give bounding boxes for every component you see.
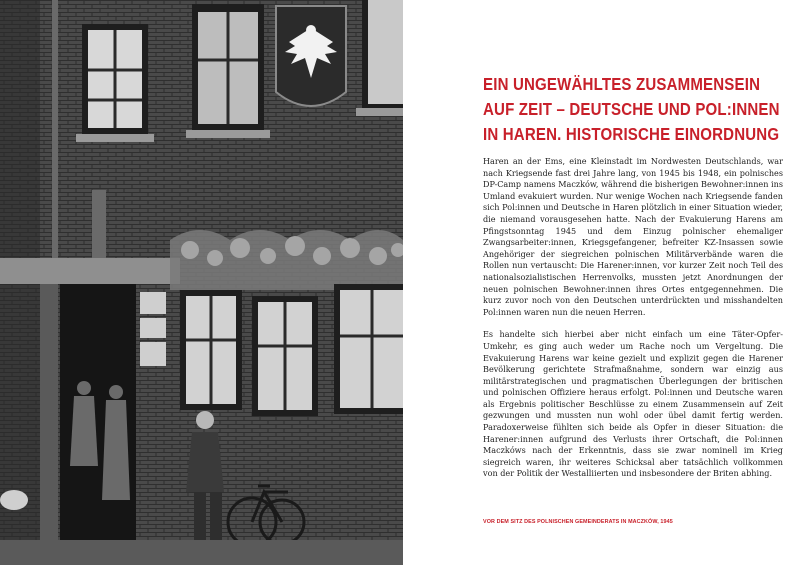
lower-window-1 xyxy=(180,290,242,410)
body-text xyxy=(483,156,783,491)
lower-window-3 xyxy=(334,284,403,414)
page-title xyxy=(483,72,780,147)
title-line-1: EIN UNGEWÄHLTES ZUSAMMENSEIN xyxy=(483,74,761,94)
upper-window-middle xyxy=(186,4,270,138)
paragraph-1: Haren an der Ems, eine Kleinstadt im Nordwesten Deutschlands, war nach Kriegsende fast drei Jahre lang, von 1945 bis 1948, ein polnisches DP-Camp namens Maczków, während die bisherigen Bewohner:innen ins Umland evakuiert wurden. Nur wenige Wochen nach Kriegsende fanden sich Pol:innen und Deutsche in Haren plötzlich in einer Situation wieder, die niemand vorausgesehen hatte. Nach der Evakuierung Harens am Pfingstsonntag 1945 und dem Einzug polnischer ehemaliger Zwangsarbeiter:innen, Kriegsgefangener, befreiter KZ-Insassen sowie Angehöriger der siegreichen polnischen Militärverbände waren die Rollen nun vertauscht: Die Harener:innen, vor kurzer Zeit noch Teil des nationalsozialistischen Herrenvolks, mussten jetzt Anordnungen der neuen polnischen Bewohner:innen ihres Ortes entgegennehmen. Die kurz zuvor noch von den Deutschen unterdrückten und misshandelten Pol:innen waren nun die neuen Herren. xyxy=(483,156,783,317)
eagle-shield-icon xyxy=(276,6,346,106)
upper-window-right xyxy=(356,0,403,116)
paragraph-2: Es handelte sich hierbei aber nicht einfach um eine Täter-Opfer-Umkehr, es ging auch weder um Rache noch um Vergeltung. Die Evakuierung Harens war keine gezielt und explizit gegen die Harener Bevölkerung gerichtete Strafmaßnahme, sondern war einzig aus militärstrategischen und pragmatischen Überlegungen der britischen und polnischen Offiziere heraus erfolgt. Pol:innen und Deutsche waren als Ergebnis politischer Beschlüsse zu einem Zusammensein auf Zeit gezwungen und mussten nun wohl oder übel damit fertig werden. Paradoxerweise fühlten sich beide als Opfer in dieser Situation: die Harener:innen aufgrund des Verlusts ihrer Ortschaft, die Pol:innen Maczkóws nach der Erkenntnis, dass sie zwar nominell im Krieg siegreich waren, ihr weiteres Schicksal aber tatsächlich vollkommen von der Politik der Westalliierten und insbesondere der Briten abhing. xyxy=(483,329,783,479)
upper-window-left xyxy=(76,24,154,142)
title-line-2: AUF ZEIT – DEUTSCHE UND POL:INNEN xyxy=(483,99,780,119)
title-line-3: IN HAREN. HISTORISCHE EINORDNUNG xyxy=(483,124,780,144)
text-page xyxy=(403,0,800,565)
photo-caption: VOR DEM SITZ DES POLNISCHEN GEMEINDERATS IN MACZKÓW, 1945 xyxy=(483,519,673,525)
lower-window-2 xyxy=(252,296,318,416)
